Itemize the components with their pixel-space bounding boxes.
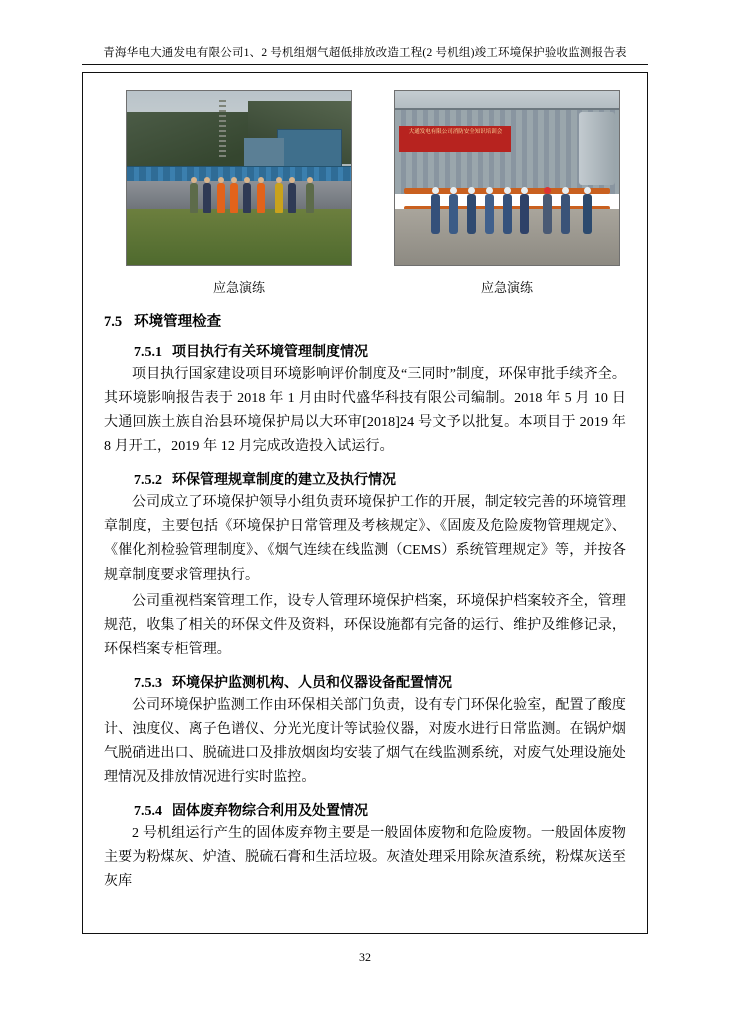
heading-7-5-1-number: 7.5.1 bbox=[134, 345, 162, 360]
paragraph-7-5-4-1: 2 号机组运行产生的固体废弃物主要是一般固体废物和危险废物。一般固体废物主要为粉煤灰、炉渣、脱硫石膏和生活垃圾。灰渣处理采用除灰渣系统，粉煤灰送至灰库 bbox=[104, 826, 626, 890]
heading-7-5-2-title: 环保管理规章制度的建立及执行情况 bbox=[172, 473, 396, 489]
paragraph-7-5-1-1: 项目执行国家建设项目环境影响评价制度及“三同时”制度，环保审批手续齐全。其环境影响报告表于 2018 年 1 月由时代盛华科技有限公司编制。2018 年 5 月 10 日大通回族土族自治县环境保护局以大环审[2018]24 号文予以批复。本项目于 2019 年 8 月开工，2019 年 12 月完成改造投入试运行。 bbox=[104, 367, 626, 455]
heading-7-5-3-title: 环境保护监测机构、人员和仪器设备配置情况 bbox=[172, 675, 452, 691]
heading-7-5-4 bbox=[134, 800, 626, 820]
heading-7-5-title: 环境管理检查 bbox=[134, 314, 222, 330]
heading-7-5-4-title: 固体废弃物综合利用及处置情况 bbox=[172, 804, 368, 820]
page-header: 青海华电大通发电有限公司1、2 号机组烟气超低排放改造工程(2 号机组)竣工环境保护验收监测报告表 bbox=[103, 47, 627, 59]
paragraph-7-5-3-1: 公司环境保护监测工作由环保相关部门负责，设有专门环保化验室，配置了酸度计、浊度仪、离子色谱仪、分光光度计等试验仪器，对废水进行日常监测。在锅炉烟气脱硝进出口、脱硫进口及排放烟囱均安装了烟气在线监测系统，对废气处理设施处理情况及排放情况进行实时监控。 bbox=[104, 697, 626, 786]
paragraph-7-5-2-2: 公司重视档案管理工作，设专人管理环境保护档案，环境保护档案较齐全，管理规范，收集了相关的环保文件及资料，环保设施都有完备的运行、维护及维修记录，环保档案专柜管理。 bbox=[104, 593, 626, 657]
heading-7-5-1 bbox=[134, 341, 626, 361]
photo-caption-left: 应急演练 bbox=[212, 280, 265, 295]
page-content bbox=[86, 76, 644, 930]
heading-7-5 bbox=[104, 310, 626, 331]
heading-7-5-1-title: 项目执行有关环境管理制度情况 bbox=[172, 345, 368, 360]
photo-block-right bbox=[394, 90, 620, 296]
heading-7-5-2 bbox=[134, 469, 626, 489]
heading-7-5-3 bbox=[134, 672, 626, 692]
heading-7-5-2-number: 7.5.2 bbox=[134, 473, 162, 489]
photo-emergency-drill-outdoor bbox=[126, 90, 352, 266]
heading-7-5-number: 7.5 bbox=[104, 314, 123, 330]
header-divider bbox=[82, 64, 648, 65]
photo-emergency-drill-assembly bbox=[394, 90, 620, 266]
paragraph-7-5-2-1: 公司成立了环境保护领导小组负责环境保护工作的开展，制定较完善的环境管理章制度，主要包括《环境保护日常管理及考核规定》、《固废及危险废物管理规定》、《催化剂检验管理制度》、《烟气连续在线监测（CEMS）系统管理规定》等，并按各规章制度要求管理执行。 bbox=[104, 495, 626, 583]
photo-block-left bbox=[126, 90, 352, 296]
page-number: 32 bbox=[359, 950, 371, 964]
photo-row bbox=[104, 84, 626, 296]
heading-7-5-4-number: 7.5.4 bbox=[134, 804, 162, 820]
heading-7-5-3-number: 7.5.3 bbox=[134, 675, 162, 691]
photo-caption-right: 应急演练 bbox=[480, 280, 533, 295]
photo-banner-text: 大通发电有限公司消防安全知识培训会 bbox=[399, 126, 511, 152]
